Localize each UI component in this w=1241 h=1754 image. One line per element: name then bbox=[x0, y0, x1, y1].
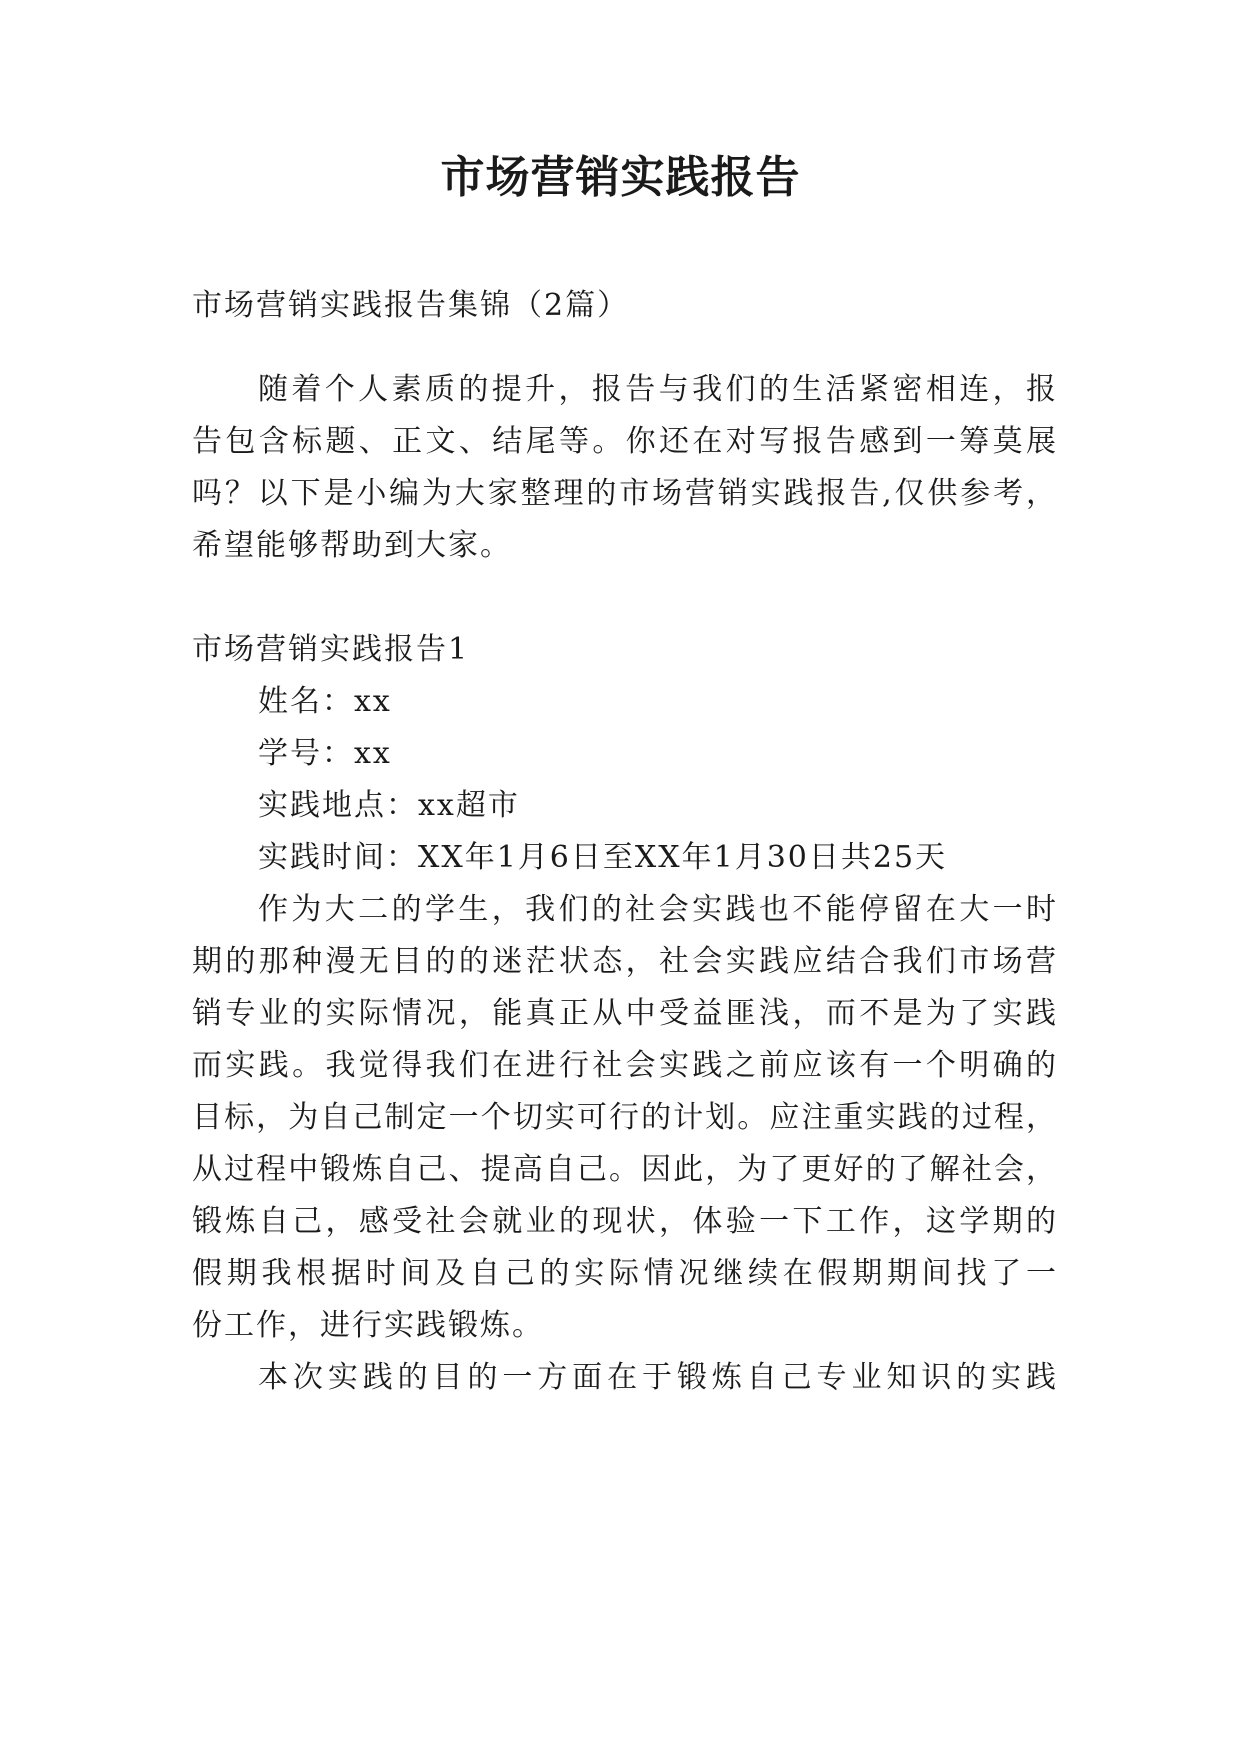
intro-line-4: 希望能够帮助到大家。 bbox=[192, 528, 512, 563]
body-line-7: 锻炼自己，感受社会就业的现状，体验一下工作，这学期的 bbox=[192, 1204, 1058, 1239]
document-title: 市场营销实践报告 bbox=[440, 152, 801, 203]
body-line-2: 期的那种漫无目的的迷茫状态，社会实践应结合我们市场营 bbox=[192, 944, 1058, 979]
body-line-8: 假期我根据时间及自己的实际情况继续在假期期间找了一 bbox=[192, 1256, 1058, 1291]
info-student-id: 学号：xx bbox=[258, 736, 392, 771]
info-time: 实践时间：XX年1月6日至XX年1月30日共25天 bbox=[258, 840, 948, 875]
collection-heading: 市场营销实践报告集锦（2篇） bbox=[192, 288, 630, 323]
body-line-4: 而实践。我觉得我们在进行社会实践之前应该有一个明确的 bbox=[192, 1048, 1058, 1083]
body-line-5: 目标，为自己制定一个切实可行的计划。应注重实践的过程， bbox=[192, 1100, 1058, 1135]
intro-line-2: 告包含标题、正文、结尾等。你还在对写报告感到一筹莫展 bbox=[192, 424, 1058, 459]
report1-heading: 市场营销实践报告1 bbox=[192, 632, 470, 667]
intro-line-1: 随着个人素质的提升，报告与我们的生活紧密相连，报 bbox=[258, 372, 1058, 407]
body-line-1: 作为大二的学生，我们的社会实践也不能停留在大一时 bbox=[258, 892, 1058, 927]
body2-line-1: 本次实践的目的一方面在于锻炼自己专业知识的实践 bbox=[258, 1360, 1058, 1395]
intro-line-3: 吗？以下是小编为大家整理的市场营销实践报告,仅供参考， bbox=[192, 476, 1058, 511]
info-name: 姓名：xx bbox=[258, 684, 392, 719]
body-line-3: 销专业的实际情况，能真正从中受益匪浅，而不是为了实践 bbox=[192, 996, 1058, 1031]
body-line-6: 从过程中锻炼自己、提高自己。因此，为了更好的了解社会， bbox=[192, 1152, 1058, 1187]
info-location: 实践地点：xx超市 bbox=[258, 788, 520, 823]
body-line-9: 份工作，进行实践锻炼。 bbox=[192, 1308, 544, 1343]
